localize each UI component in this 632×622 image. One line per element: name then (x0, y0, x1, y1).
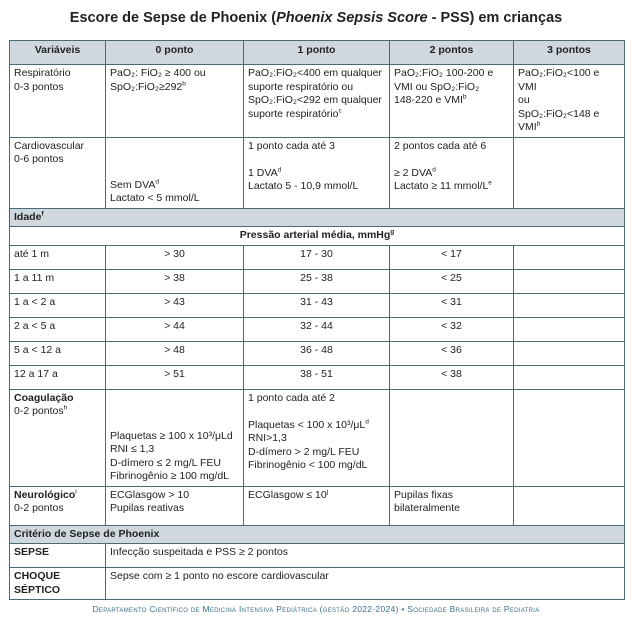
age-p0: > 48 (106, 341, 244, 365)
phoenix-score-table (9, 40, 625, 600)
header-variaveis: Variáveis (10, 41, 106, 65)
age-p1: 17 - 30 (244, 245, 390, 269)
age-p2: < 32 (390, 317, 514, 341)
coag-1: 1 ponto cada até 2 Plaquetas < 100 x $10^3/\mu L^d$ RNI>1,3 D-dímero > 2 mg/L FEU Fibrinogênio < 100 mg/dL (244, 389, 390, 486)
sepse-text: Infecção suspeitada e PSS ≥ 2 pontos (106, 544, 625, 568)
age-p2: < 38 (390, 365, 514, 389)
cardio-1: 1 ponto cada até 3 1 DVA$^d$ Lactato 5 - 10,9 mmol/L (244, 137, 390, 208)
age-label: 1 a 11 m (10, 269, 106, 293)
age-row (10, 293, 625, 317)
row-respiratorio (10, 65, 625, 138)
title-italic: Phoenix Sepsis Score (276, 10, 428, 26)
row-idade (10, 208, 625, 227)
age-p1: 31 - 43 (244, 293, 390, 317)
neuro-label: Neurológico$^i$ 0-2 pontos (10, 486, 106, 525)
sepse-label: SEPSE (10, 544, 106, 568)
cardio-0: Sem DVA$^d$ Lactato < 5 mmol/L (106, 137, 244, 208)
age-row (10, 317, 625, 341)
header-row (10, 41, 625, 65)
header-1-ponto: 1 ponto (244, 41, 390, 65)
neuro-0: ECGlasgow > 10 Pupilas reativas (106, 486, 244, 525)
age-label: até 1 m (10, 245, 106, 269)
resp-label: Respiratório 0-3 pontos (10, 65, 106, 138)
age-p1: 38 - 51 (244, 365, 390, 389)
row-cardiovascular (10, 137, 625, 208)
neuro-2: Pupilas fixas bilateralmente (390, 486, 514, 525)
header-0-ponto: 0 ponto (106, 41, 244, 65)
choque-text: Sepse com ≥ 1 ponto no escore cardiovascular (106, 568, 625, 600)
neuro-3 (514, 486, 625, 525)
age-p2: < 25 (390, 269, 514, 293)
header-2-pontos: 2 pontos (390, 41, 514, 65)
age-p2: < 31 (390, 293, 514, 317)
header-3-pontos: 3 pontos (514, 41, 625, 65)
age-p3 (514, 317, 625, 341)
resp-3: PaO₂:FiO₂<100 e VMI ou SpO₂:FiO₂<148 e VMI$^b$ (514, 65, 625, 138)
row-coagulacao (10, 389, 625, 486)
row-neurologico (10, 486, 625, 525)
age-p0: > 51 (106, 365, 244, 389)
age-label: 1 a < 2 a (10, 293, 106, 317)
idade-label: Idade$^f$ (10, 208, 625, 227)
age-p0: > 43 (106, 293, 244, 317)
row-criterio (10, 525, 625, 544)
age-p0: > 38 (106, 269, 244, 293)
age-row (10, 245, 625, 269)
coag-3 (514, 389, 625, 486)
row-choque (10, 568, 625, 600)
age-p2: < 36 (390, 341, 514, 365)
page-title: Escore de Sepse de Phoenix (Phoenix Sepsis Score - PSS) em crianças (69, 10, 563, 26)
resp-2: PaO₂:FiO₂ 100-200 e VMI ou SpO₂:FiO₂ 148-220 e VMI$^b$ (390, 65, 514, 138)
resp-1: PaO₂:FiO₂<400 em qualquer suporte respiratório ou SpO₂:FiO₂<292 em qualquer suporte respiratório$^c$ (244, 65, 390, 138)
criterio-label: Critério de Sepse de Phoenix (10, 525, 625, 544)
age-label: 5 a < 12 a (10, 341, 106, 365)
cardio-label: Cardiovascular 0-6 pontos (10, 137, 106, 208)
resp-0: PaO₂: FiO₂ ≥ 400 ou $SpO_2:FiO_2\ge 292^b$ (106, 65, 244, 138)
choque-label: CHOQUE SÉPTICO (10, 568, 106, 600)
age-row (10, 341, 625, 365)
age-p1: 25 - 38 (244, 269, 390, 293)
age-p3 (514, 269, 625, 293)
coag-label: Coagulação 0-2 pontos$^h$ (10, 389, 106, 486)
coag-2 (390, 389, 514, 486)
cardio-3 (514, 137, 625, 208)
age-row (10, 365, 625, 389)
age-p0: > 44 (106, 317, 244, 341)
neuro-1: ECGlasgow ≤ $10^j$ (244, 486, 390, 525)
age-p2: < 17 (390, 245, 514, 269)
age-label: 12 a 17 a (10, 365, 106, 389)
age-p3 (514, 365, 625, 389)
footer-credit: Departamento Científico de Medicina Intensiva Pediátrica (gestão 2022-2024) • Sociedade Brasileira de Pediatria (92, 604, 540, 614)
pam-label: Pressão arterial média, mmHg$^g$ (10, 227, 625, 246)
age-p0: > 30 (106, 245, 244, 269)
row-sepse (10, 544, 625, 568)
cardio-2: 2 pontos cada até 6 ≥ 2 DVA$^d$ Lactato ≥ 11 mmol/Le (390, 137, 514, 208)
age-p3 (514, 293, 625, 317)
age-p1: 36 - 48 (244, 341, 390, 365)
age-p3 (514, 341, 625, 365)
age-p1: 32 - 44 (244, 317, 390, 341)
coag-0: Plaquetas ≥ 100 x 10³/μLd RNI ≤ 1,3 D-dímero ≤ 2 mg/L FEU Fibrinogênio ≥ 100 mg/dL (106, 389, 244, 486)
row-pam (10, 227, 625, 246)
age-p3 (514, 245, 625, 269)
age-row (10, 269, 625, 293)
age-label: 2 a < 5 a (10, 317, 106, 341)
